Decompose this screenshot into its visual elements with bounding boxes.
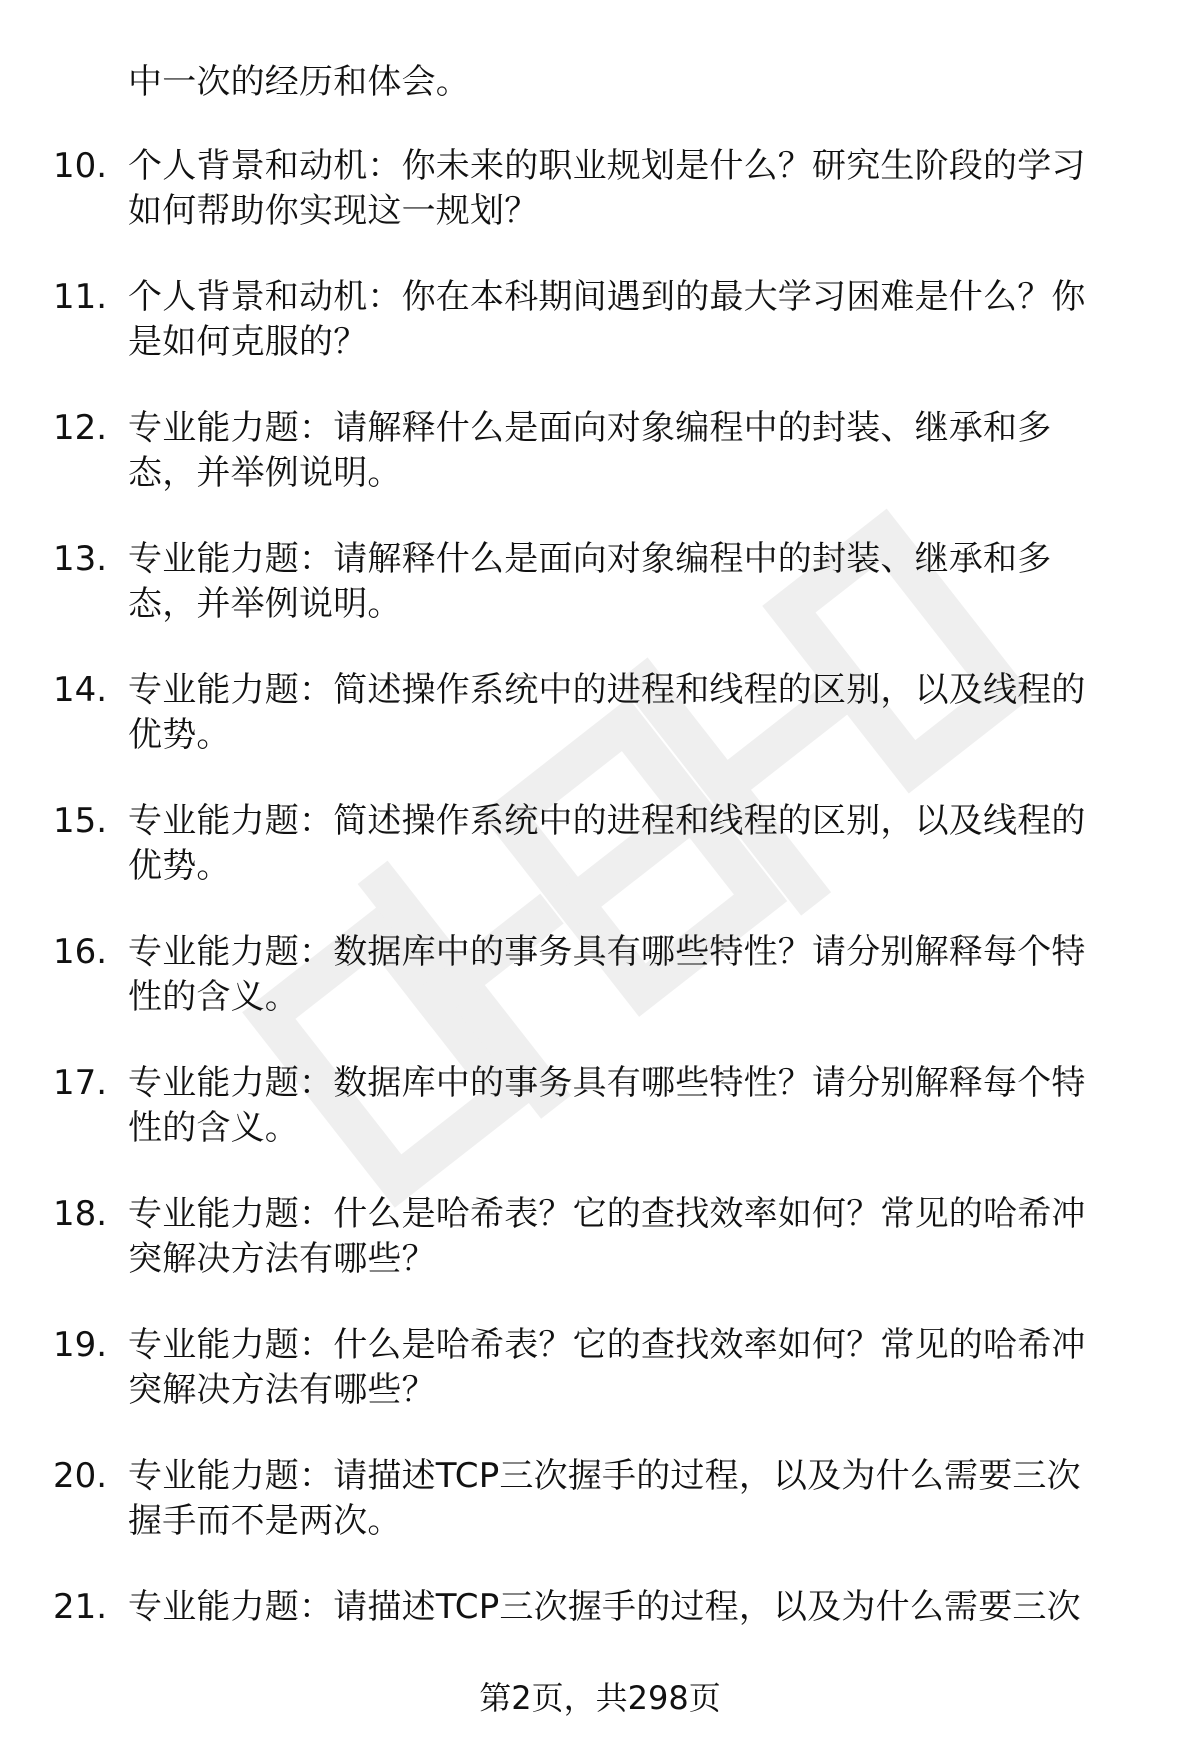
item-number: 21. — [53, 1587, 108, 1627]
item-number: 12. — [53, 408, 108, 448]
item-text-line2: 突解决方法有哪些？ — [128, 1370, 436, 1410]
item-text-line1: 专业能力题：数据库中的事务具有哪些特性？请分别解释每个特 — [128, 1063, 1086, 1103]
item-text-line2: 握手而不是两次。 — [128, 1501, 402, 1541]
item-number: 13. — [53, 539, 108, 579]
item-text-line2: 性的含义。 — [128, 977, 299, 1017]
item-text-line2: 突解决方法有哪些？ — [128, 1239, 436, 1279]
item-number: 20. — [53, 1456, 108, 1496]
item-number: 16. — [53, 932, 108, 972]
item-number: 10. — [53, 146, 108, 186]
item-text-line1: 专业能力题：简述操作系统中的进程和线程的区别，以及线程的 — [128, 670, 1086, 710]
item-text-line1: 专业能力题：简述操作系统中的进程和线程的区别，以及线程的 — [128, 801, 1086, 841]
item-text-line1: 专业能力题：什么是哈希表？它的查找效率如何？常见的哈希冲 — [128, 1194, 1086, 1234]
item-text-line1: 专业能力题：请描述TCP三次握手的过程，以及为什么需要三次 — [128, 1456, 1081, 1496]
item-text-line1: 专业能力题：请解释什么是面向对象编程中的封装、继承和多 — [128, 539, 1052, 579]
page-footer: 第2页，共298页 — [479, 1679, 721, 1717]
item-number: 18. — [53, 1194, 108, 1234]
item-number: 15. — [53, 801, 108, 841]
item-text-line2: 性的含义。 — [128, 1108, 299, 1148]
item-text-line2: 优势。 — [128, 846, 231, 886]
item-number: 14. — [53, 670, 108, 710]
item-text-line1: 个人背景和动机：你在本科期间遇到的最大学习困难是什么？你 — [128, 277, 1086, 317]
item-text-line2: 是如何克服的？ — [128, 322, 368, 362]
item-number: 11. — [53, 277, 108, 317]
item-number: 19. — [53, 1325, 108, 1365]
item-text-line1: 专业能力题：什么是哈希表？它的查找效率如何？常见的哈希冲 — [128, 1325, 1086, 1365]
item-text-line2: 优势。 — [128, 715, 231, 755]
item-number: 17. — [53, 1063, 108, 1103]
continuation-text: 中一次的经历和体会。 — [128, 62, 470, 102]
item-text-line1: 专业能力题：请解释什么是面向对象编程中的封装、继承和多 — [128, 408, 1052, 448]
item-text-line1: 专业能力题：数据库中的事务具有哪些特性？请分别解释每个特 — [128, 932, 1086, 972]
item-text-line1: 专业能力题：请描述TCP三次握手的过程，以及为什么需要三次 — [128, 1587, 1081, 1627]
item-text-line2: 态，并举例说明。 — [128, 584, 402, 624]
item-text-line2: 态，并举例说明。 — [128, 453, 402, 493]
item-text-line2: 如何帮助你实现这一规划？ — [128, 191, 539, 231]
item-text-line1: 个人背景和动机：你未来的职业规划是什么？研究生阶段的学习 — [128, 146, 1086, 186]
